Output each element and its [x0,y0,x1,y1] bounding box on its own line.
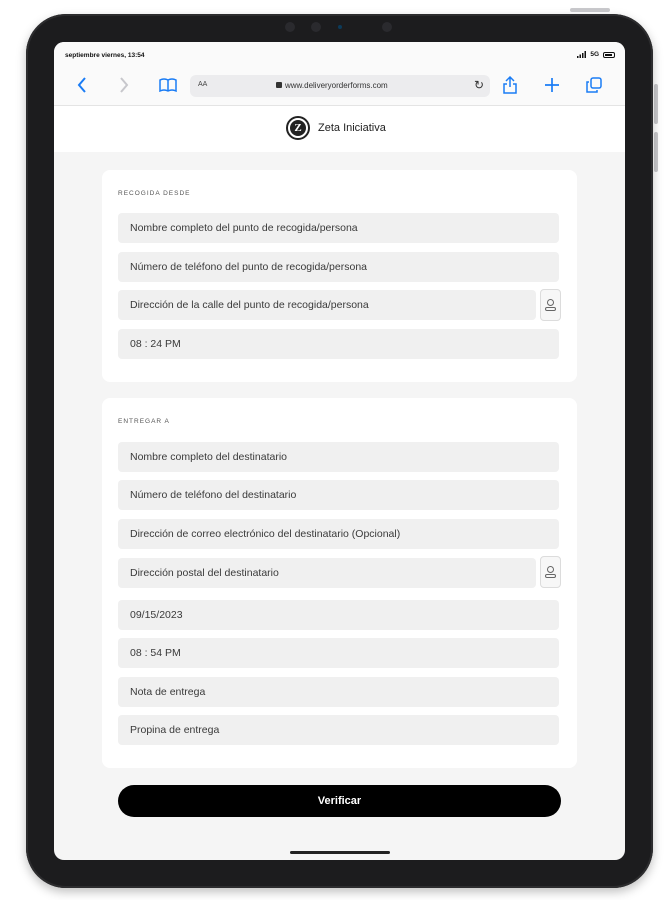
status-time: septiembre viernes, 13:54 [65,52,145,59]
site-logo[interactable] [286,116,310,140]
browser-toolbar [54,66,625,106]
signal-icon [577,51,586,58]
pickup-card [102,170,577,382]
delivery-tip-input[interactable]: Propina de entrega [118,715,559,745]
plus-icon[interactable] [542,75,562,95]
address-bar[interactable] [190,75,490,97]
verify-button[interactable]: Verificar [118,785,561,817]
sensor-dot [382,22,392,32]
status-bar [54,42,625,66]
volume-up-button [654,84,658,124]
book-icon[interactable] [158,75,178,95]
dropoff-address-input[interactable]: Dirección postal del destinatario [118,558,536,588]
pickup-section-label: RECOGIDA DESDE [118,190,191,197]
url-text [276,81,388,90]
network-type: 5G [590,51,599,58]
site-name: Zeta Iniciativa [318,122,386,134]
power-button [570,8,610,12]
home-indicator [290,851,390,854]
dropoff-card [102,398,577,768]
lock-icon [276,82,282,88]
pickup-name-input[interactable]: Nombre completo del punto de recogida/persona [118,213,559,243]
battery-icon [603,52,615,58]
camera-lens [338,25,342,29]
dropoff-time-input[interactable]: 08 : 54 PM [118,638,559,668]
location-pin-icon [545,561,556,583]
sensor-dot [311,22,321,32]
pickup-address-input[interactable]: Dirección de la calle del punto de recogida/persona [118,290,536,320]
pickup-location-button[interactable] [540,289,561,321]
tabs-icon[interactable] [584,75,604,95]
text-size-button[interactable]: AA [198,81,208,88]
location-pin-icon [545,294,556,316]
chevron-right-icon[interactable] [114,75,134,95]
dropoff-phone-input[interactable]: Número de teléfono del destinatario [118,480,559,510]
delivery-note-input[interactable]: Nota de entrega [118,677,559,707]
pickup-phone-input[interactable]: Número de teléfono del punto de recogida/persona [118,252,559,282]
dropoff-name-input[interactable]: Nombre completo del destinatario [118,442,559,472]
dropoff-section-label: ENTREGAR A [118,418,170,425]
sensor-dot [285,22,295,32]
chevron-left-icon[interactable] [72,75,92,95]
status-indicators [577,51,615,58]
url-value: www.deliveryorderforms.com [285,81,388,90]
reload-icon[interactable]: ↻ [473,78,484,92]
screen [54,42,625,860]
pickup-time-input[interactable]: 08 : 24 PM [118,329,559,359]
volume-down-button [654,132,658,172]
dropoff-location-button[interactable] [540,556,561,588]
dropoff-date-input[interactable]: 09/15/2023 [118,600,559,630]
dropoff-email-input[interactable]: Dirección de correo electrónico del destinatario (Opcional) [118,519,559,549]
share-icon[interactable] [500,75,520,95]
logo-letter: Z [290,120,306,136]
site-header [54,106,625,152]
